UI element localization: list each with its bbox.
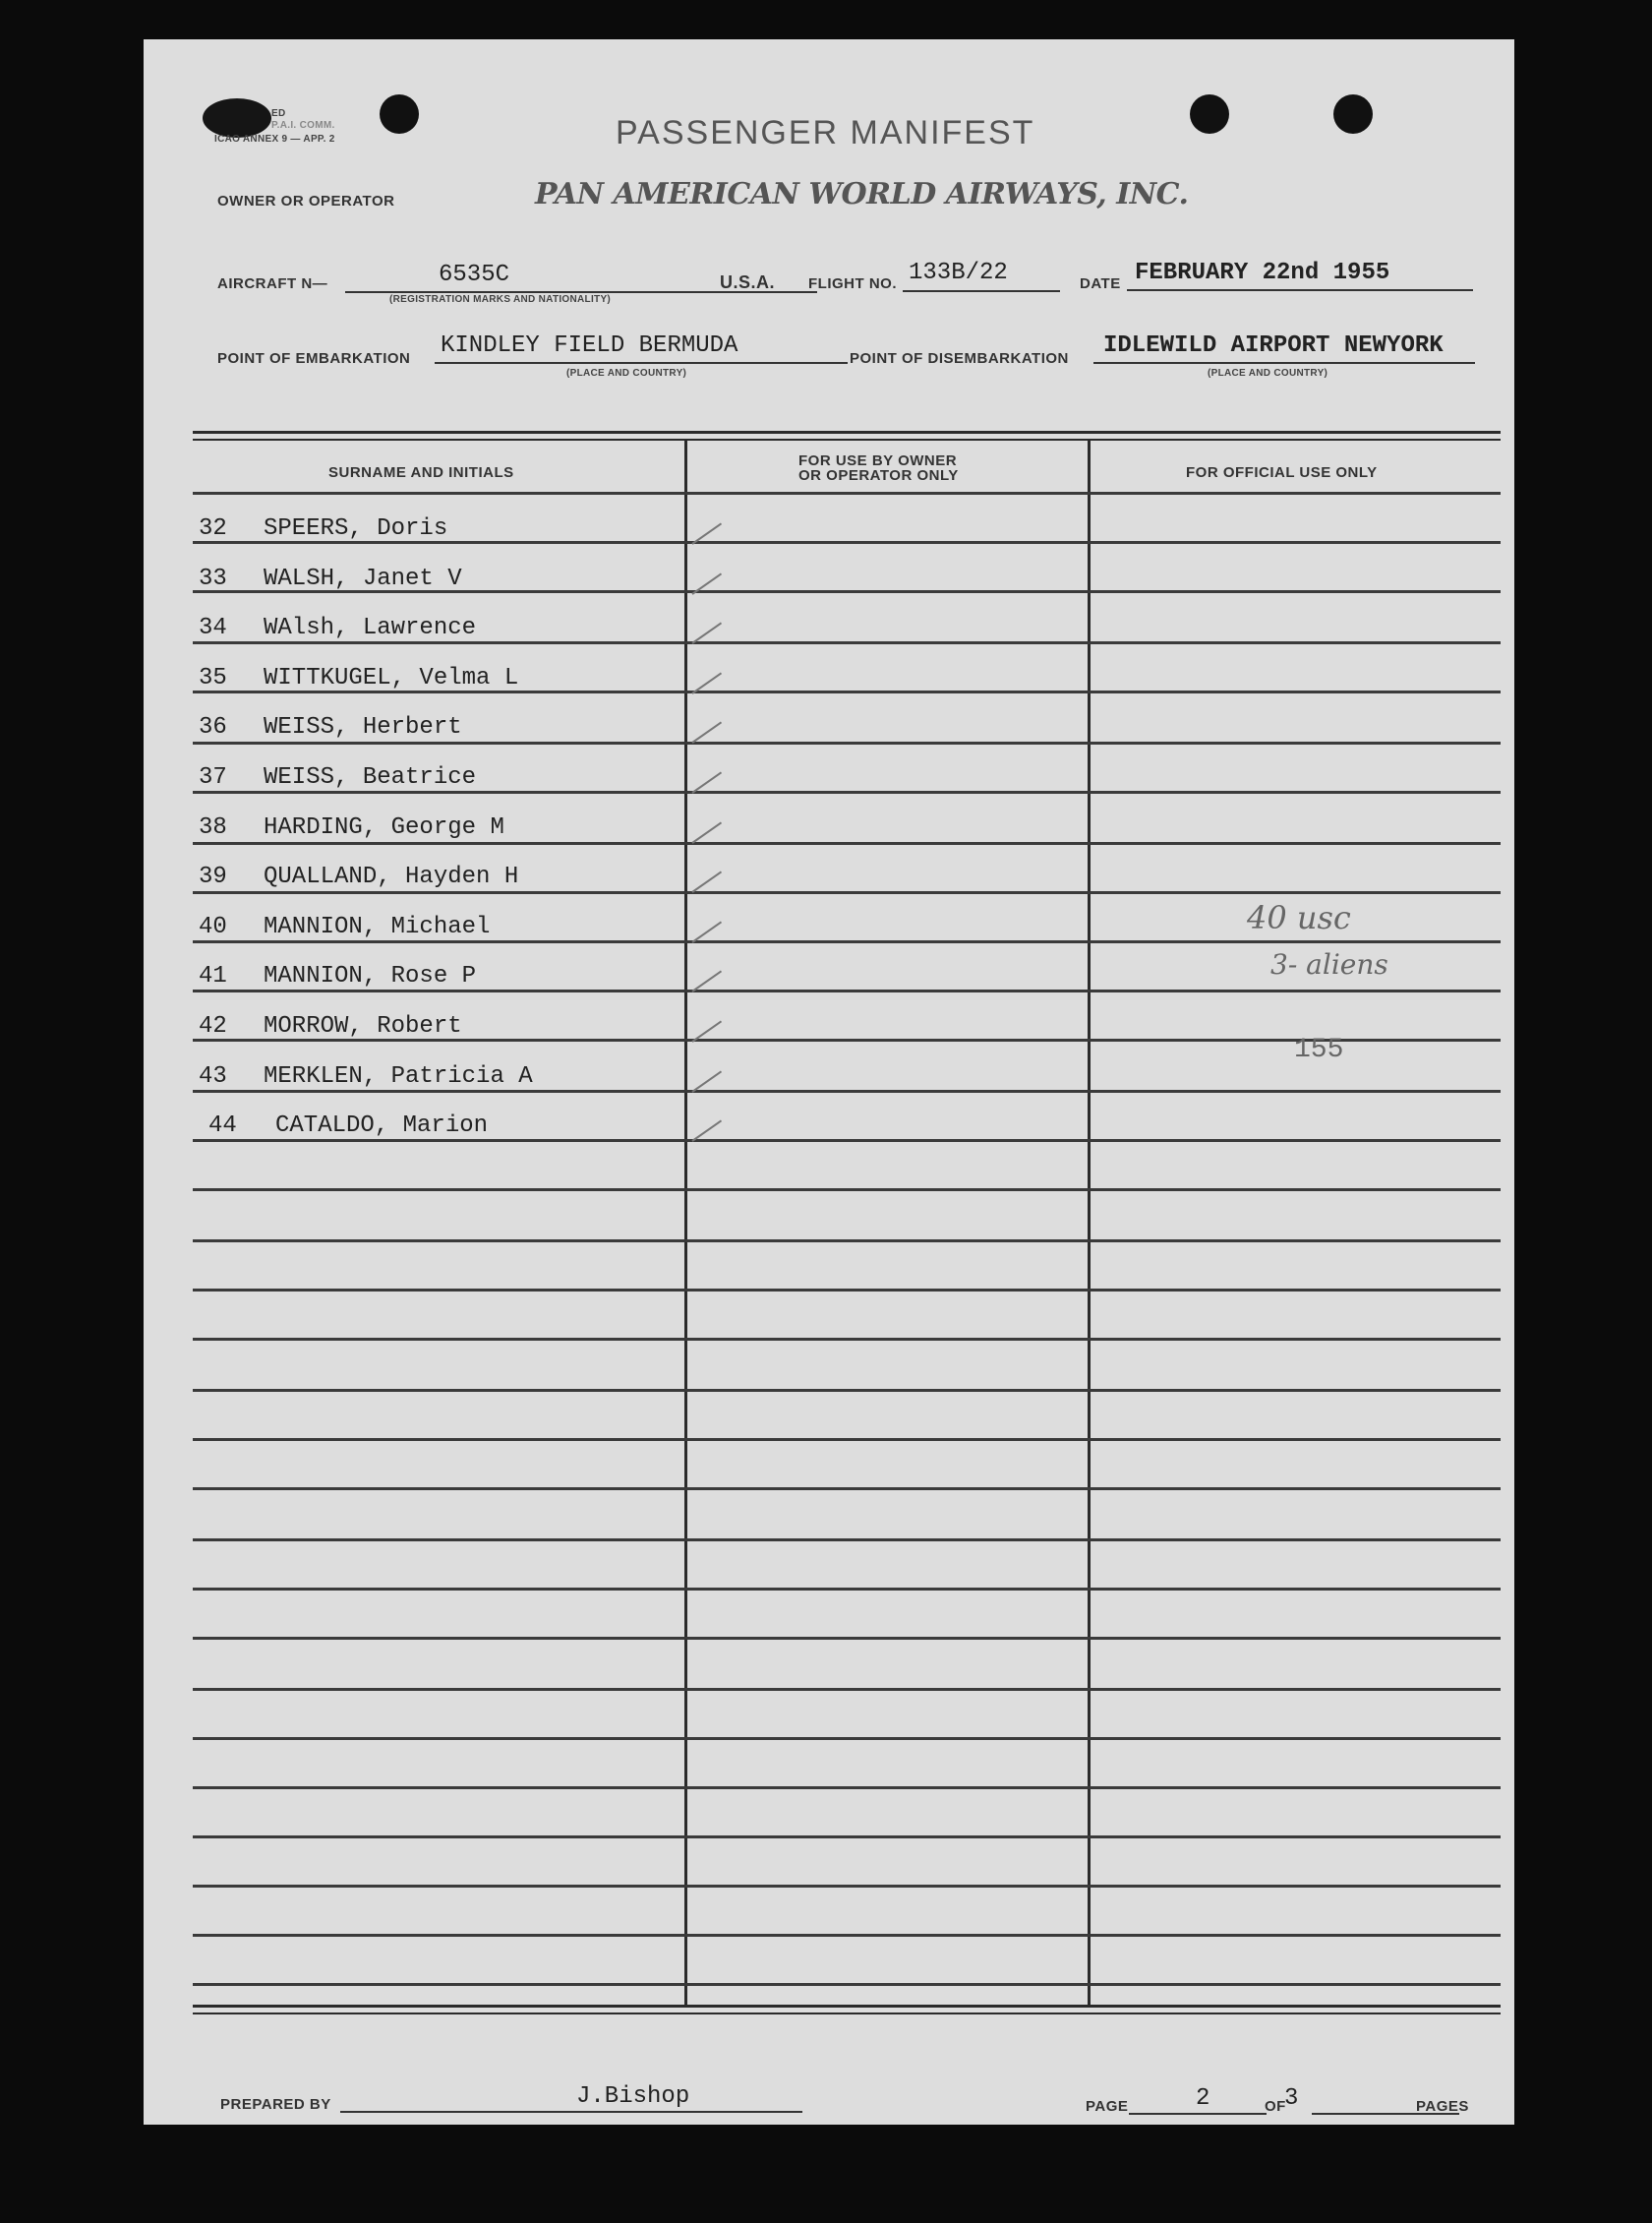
passenger-name: QUALLAND, Hayden H [264, 864, 519, 891]
passenger-name: MERKLEN, Patricia A [264, 1062, 533, 1090]
passenger-name: SPEERS, Doris [264, 515, 448, 542]
row-line [193, 492, 1501, 495]
nationality: U.S.A. [720, 272, 776, 292]
passenger-number: 40 [199, 913, 227, 940]
passenger-number: 35 [199, 664, 227, 691]
row-line [193, 1487, 1501, 1490]
passenger-name: HARDING, George M [264, 813, 504, 841]
table-bottom-rule [193, 2005, 1501, 2008]
form-code-line3: ICAO ANNEX 9 — APP. 2 [214, 134, 335, 145]
row-line [193, 1934, 1501, 1937]
passenger-name: WALSH, Janet V [264, 565, 462, 592]
embarkation-value: KINDLEY FIELD BERMUDA [441, 332, 738, 359]
row-line [193, 1289, 1501, 1292]
passenger-name: WAlsh, Lawrence [264, 615, 477, 642]
row-line [193, 1188, 1501, 1191]
owner-label: OWNER OR OPERATOR [217, 193, 395, 210]
row-line [193, 1786, 1501, 1789]
passenger-number: 42 [199, 1013, 227, 1040]
row-line [193, 1588, 1501, 1591]
row-line [193, 1389, 1501, 1392]
passenger-number: 41 [199, 963, 227, 991]
row-line [193, 1737, 1501, 1740]
passenger-number: 43 [199, 1062, 227, 1090]
passenger-name: MANNION, Michael [264, 913, 491, 940]
passenger-name: MORROW, Robert [264, 1013, 462, 1040]
manifest-sheet [144, 39, 1514, 2125]
row-line [193, 641, 1501, 644]
row-line [193, 1885, 1501, 1888]
page-total: 3 [1284, 2085, 1299, 2112]
column-header-owner-use-1: FOR USE BY OWNER [798, 452, 958, 469]
form-code-line2: P.A.I. COMM. [271, 120, 335, 131]
passenger-number: 33 [199, 565, 227, 592]
flight-date: FEBRUARY 22nd 1955 [1135, 260, 1390, 286]
passenger-number: 32 [199, 515, 227, 542]
column-header-official-use: FOR OFFICIAL USE ONLY [1186, 464, 1378, 481]
column-header-owner-use-2: OR OPERATOR ONLY [798, 467, 959, 484]
flight-label: FLIGHT NO. [808, 275, 897, 292]
page-number: 2 [1196, 2085, 1210, 2112]
page-of-label: OF [1265, 2098, 1286, 2115]
operator-name: PAN AMERICAN WORLD AIRWAYS, INC. [535, 177, 1189, 211]
punch-hole-right [1333, 94, 1373, 134]
passenger-name: WEISS, Herbert [264, 714, 462, 742]
passenger-name: MANNION, Rose P [264, 963, 477, 991]
flight-number: 133B/22 [909, 260, 1008, 286]
punch-hole-center [1190, 94, 1229, 134]
row-line [193, 940, 1501, 943]
embarkation-underline [435, 362, 848, 364]
prepared-by-value: J.Bishop [576, 2083, 690, 2110]
passenger-number: 34 [199, 615, 227, 642]
check-mark [691, 722, 722, 744]
embarkation-label: POINT OF EMBARKATION [217, 350, 411, 367]
row-line [193, 1338, 1501, 1341]
pages-label: PAGES [1416, 2098, 1469, 2115]
aircraft-caption: (REGISTRATION MARKS AND NATIONALITY) [389, 294, 612, 305]
prepared-by-underline [340, 2111, 802, 2113]
passenger-name: CATALDO, Marion [275, 1112, 489, 1140]
row-line [193, 791, 1501, 794]
row-line [193, 1438, 1501, 1441]
ink-smudge [203, 98, 271, 138]
row-line [193, 1139, 1501, 1142]
passenger-number: 44 [208, 1112, 237, 1140]
passenger-name: WEISS, Beatrice [264, 764, 477, 791]
row-line [193, 1090, 1501, 1093]
check-mark [691, 821, 722, 843]
prepared-by-label: PREPARED BY [220, 2096, 331, 2113]
embarkation-caption: (PLACE AND COUNTRY) [566, 368, 687, 379]
check-mark [691, 871, 722, 893]
column-divider-1 [684, 441, 687, 2005]
flight-underline [903, 290, 1060, 292]
passenger-number: 37 [199, 764, 227, 791]
document-title: PASSENGER MANIFEST [616, 114, 1035, 151]
official-note-3: 155 [1294, 1035, 1344, 1065]
column-header-surname: SURNAME AND INITIALS [328, 464, 514, 481]
table-bottom-rule-2 [193, 2013, 1501, 2014]
row-line [193, 1835, 1501, 1838]
aircraft-registration: 6535C [439, 262, 510, 288]
date-label: DATE [1080, 275, 1121, 292]
row-line [193, 891, 1501, 894]
passenger-number: 38 [199, 813, 227, 841]
passenger-name: WITTKUGEL, Velma L [264, 664, 519, 691]
disembarkation-underline [1093, 362, 1475, 364]
table-top-rule-2 [193, 439, 1501, 441]
row-line [193, 1239, 1501, 1242]
disembarkation-caption: (PLACE AND COUNTRY) [1208, 368, 1328, 379]
official-note-1: 40 usc [1247, 899, 1351, 936]
aircraft-label: AIRCRAFT N— [217, 275, 328, 292]
row-line [193, 842, 1501, 845]
page-underline [1129, 2113, 1267, 2115]
row-line [193, 990, 1501, 992]
punch-hole-left [380, 94, 419, 134]
row-line [193, 1538, 1501, 1541]
column-divider-2 [1088, 441, 1091, 2005]
passenger-number: 36 [199, 714, 227, 742]
row-line [193, 1688, 1501, 1691]
table-top-rule [193, 431, 1501, 434]
form-code-line1: ED [271, 108, 286, 119]
page-label: PAGE [1086, 2098, 1129, 2115]
passenger-number: 39 [199, 864, 227, 891]
row-line [193, 742, 1501, 745]
official-note-2: 3- aliens [1270, 948, 1388, 981]
row-line [193, 1637, 1501, 1640]
disembarkation-value: IDLEWILD AIRPORT NEWYORK [1103, 332, 1444, 359]
date-underline [1127, 289, 1473, 291]
row-line [193, 1983, 1501, 1986]
disembarkation-label: POINT OF DISEMBARKATION [850, 350, 1069, 367]
